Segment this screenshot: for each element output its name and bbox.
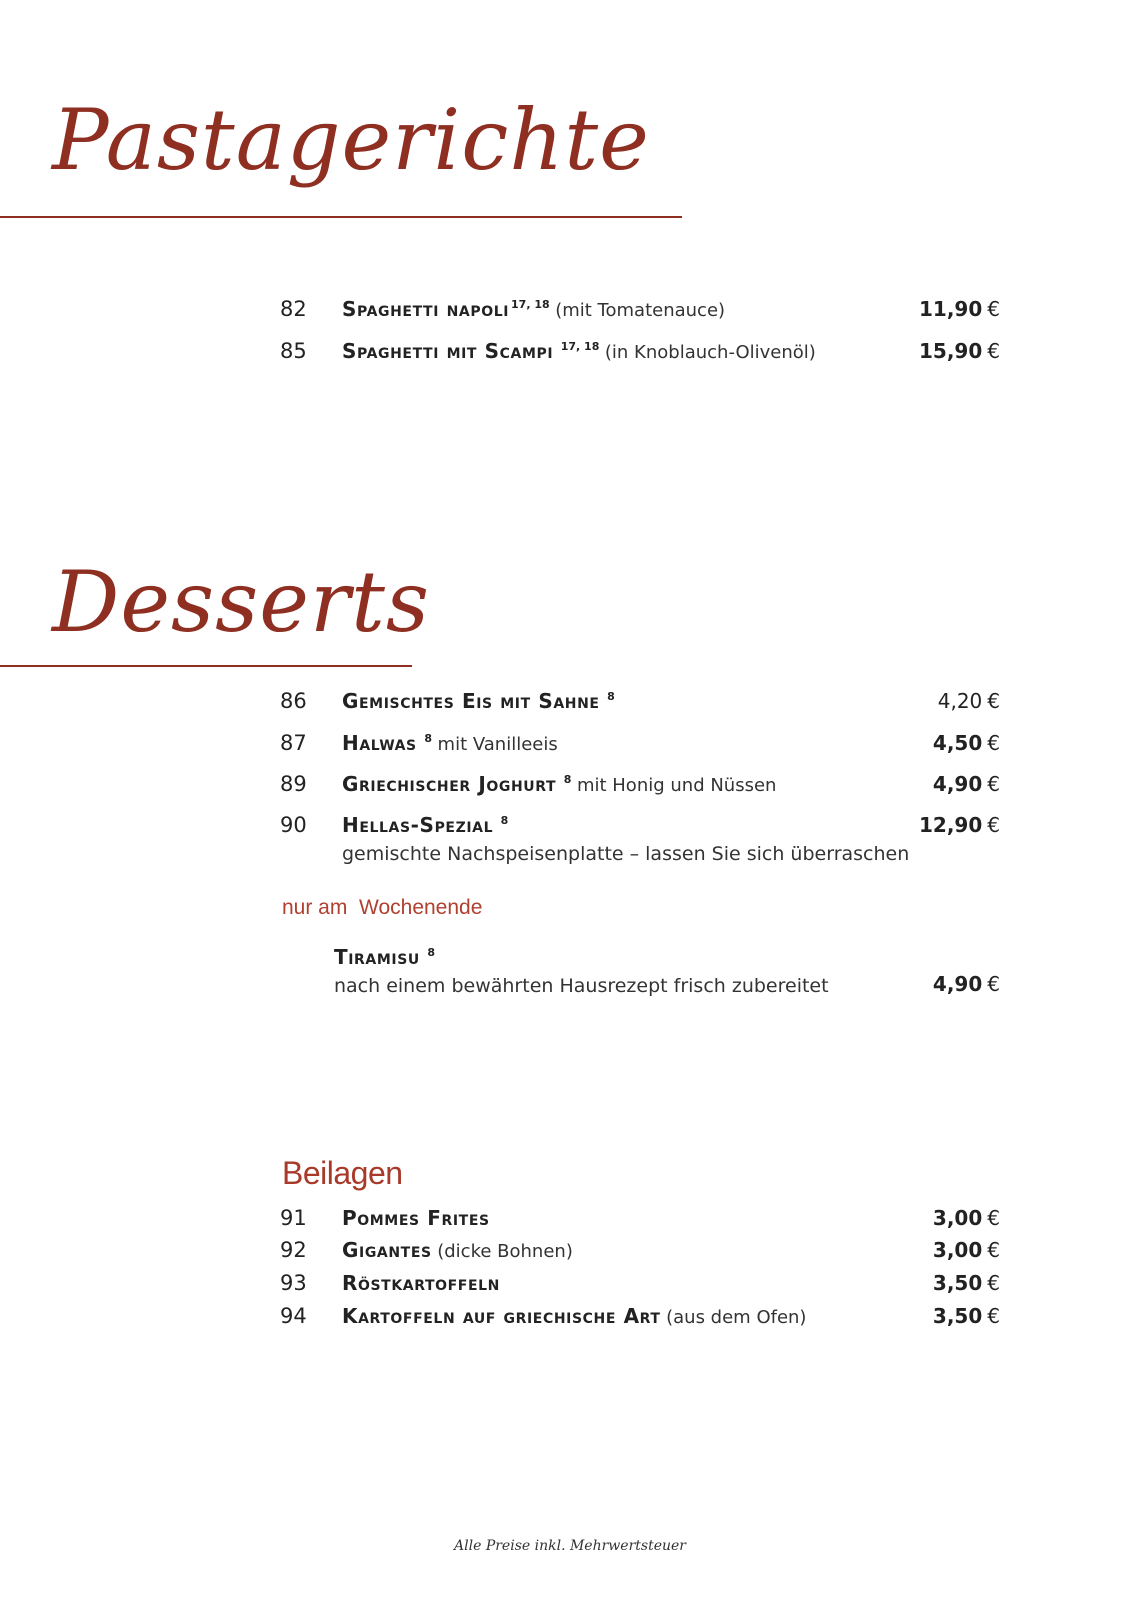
price-value: 12,90: [919, 813, 983, 837]
menu-item-90: [280, 813, 1000, 873]
pasta-section-title: Pastagerichte: [52, 91, 650, 189]
item-text: [342, 297, 725, 322]
item-number: 89: [280, 772, 307, 796]
item-name: Gemischtes Eis mit Sahne: [342, 689, 600, 713]
item-price: [919, 297, 1000, 321]
allergen-codes: 8: [563, 773, 572, 786]
item-price: [919, 339, 1000, 363]
item-price: [933, 1271, 1000, 1295]
item-name: Hellas-Spezial: [342, 813, 494, 837]
item-description: gemischte Nachspeisenplatte – lassen Sie sich überraschen: [342, 843, 910, 865]
price-value: 3,50: [932, 1304, 983, 1328]
item-text: [334, 945, 435, 970]
euro-symbol: €: [987, 1304, 1000, 1328]
euro-symbol: €: [987, 339, 1000, 363]
menu-item-92: [280, 1238, 1000, 1272]
item-description: mit Honig und Nüssen: [576, 775, 777, 796]
menu-item-82: [280, 297, 1000, 331]
euro-symbol: €: [987, 1238, 1000, 1262]
item-price: [933, 972, 1000, 996]
euro-symbol: €: [987, 1206, 1000, 1230]
menu-item-86: [280, 689, 1000, 723]
item-price: [933, 731, 1000, 755]
allergen-codes: 8: [427, 946, 436, 959]
menu-item-94: [280, 1304, 1000, 1338]
item-description: mit Vanilleeis: [437, 734, 558, 755]
item-number: 82: [280, 297, 307, 321]
item-description: (mit Tomatenauce): [555, 300, 726, 321]
desserts-section-title: Desserts: [52, 553, 431, 651]
item-price: [933, 1304, 1000, 1328]
item-number: 85: [280, 339, 307, 363]
item-number: 93: [280, 1271, 307, 1295]
item-text: [342, 772, 776, 797]
price-value: 4,90: [932, 772, 983, 796]
item-name: Griechischer Joghurt: [342, 772, 557, 796]
price-value: 4,90: [932, 972, 983, 996]
price-value: 11,90: [919, 297, 983, 321]
item-price: [933, 1238, 1000, 1262]
price-value: 3,00: [932, 1238, 983, 1262]
price-value: 3,00: [932, 1206, 983, 1230]
item-text: [342, 1206, 490, 1231]
price-value: 3,50: [932, 1271, 983, 1295]
item-text: [342, 1238, 573, 1263]
item-name: Spaghetti napoli: [342, 297, 510, 321]
pasta-title-rule: [0, 216, 682, 218]
euro-symbol: €: [987, 972, 1000, 996]
item-name: Halwas: [342, 731, 417, 755]
vat-footnote: Alle Preise inkl. Mehrwertsteuer: [454, 1538, 686, 1554]
item-text: [342, 1304, 806, 1329]
menu-item-93: [280, 1271, 1000, 1305]
item-number: 87: [280, 731, 307, 755]
euro-symbol: €: [987, 731, 1000, 755]
item-number: 94: [280, 1304, 307, 1328]
desserts-title-rule: [0, 665, 412, 667]
item-description: (in Knoblauch-Olivenöl): [604, 342, 816, 363]
item-name: Spaghetti mit Scampi: [342, 339, 554, 363]
item-number: 86: [280, 689, 307, 713]
item-price: [933, 1206, 1000, 1230]
allergen-codes: 8: [424, 732, 432, 745]
euro-symbol: €: [987, 813, 1000, 837]
price-value: 15,90: [919, 339, 983, 363]
beilagen-section-title: Beilagen: [282, 1155, 403, 1191]
weekend-only-label: nur am Wochenende: [282, 896, 483, 919]
item-price: [919, 813, 1000, 837]
item-text: [342, 339, 816, 364]
allergen-codes: 17, 18: [560, 340, 600, 353]
item-number: 92: [280, 1238, 307, 1262]
item-name: Gigantes: [342, 1238, 432, 1262]
menu-item-85: [280, 339, 1000, 373]
item-description: (dicke Bohnen): [437, 1241, 573, 1262]
item-description: nach einem bewährten Hausrezept frisch zubereitet: [334, 975, 829, 997]
menu-item-89: [280, 772, 1000, 806]
price-value: 4,50: [932, 731, 983, 755]
item-number: 91: [280, 1206, 307, 1230]
menu-item-91: [280, 1206, 1000, 1240]
item-name: Pommes Frites: [342, 1206, 490, 1230]
euro-symbol: €: [987, 297, 1000, 321]
euro-symbol: €: [987, 772, 1000, 796]
allergen-codes: 8: [500, 814, 509, 827]
item-text: [342, 813, 508, 838]
item-name: Tiramisu: [334, 945, 420, 969]
item-text: [342, 1271, 500, 1296]
item-name: Röstkartoffeln: [342, 1271, 500, 1295]
menu-item-87: [280, 731, 1000, 765]
menu-item-tiramisu: [280, 945, 1000, 1005]
price-value: 4,20: [937, 689, 983, 713]
item-text: [342, 731, 558, 756]
item-price: [938, 689, 1000, 713]
item-text: [342, 689, 615, 714]
item-name: Kartoffeln auf griechische Art: [342, 1304, 661, 1328]
item-description: (aus dem Ofen): [666, 1307, 807, 1328]
allergen-codes: 17, 18: [511, 298, 550, 311]
euro-symbol: €: [987, 689, 1000, 713]
item-price: [933, 772, 1000, 796]
item-number: 90: [280, 813, 307, 837]
euro-symbol: €: [987, 1271, 1000, 1295]
allergen-codes: 8: [607, 690, 615, 703]
